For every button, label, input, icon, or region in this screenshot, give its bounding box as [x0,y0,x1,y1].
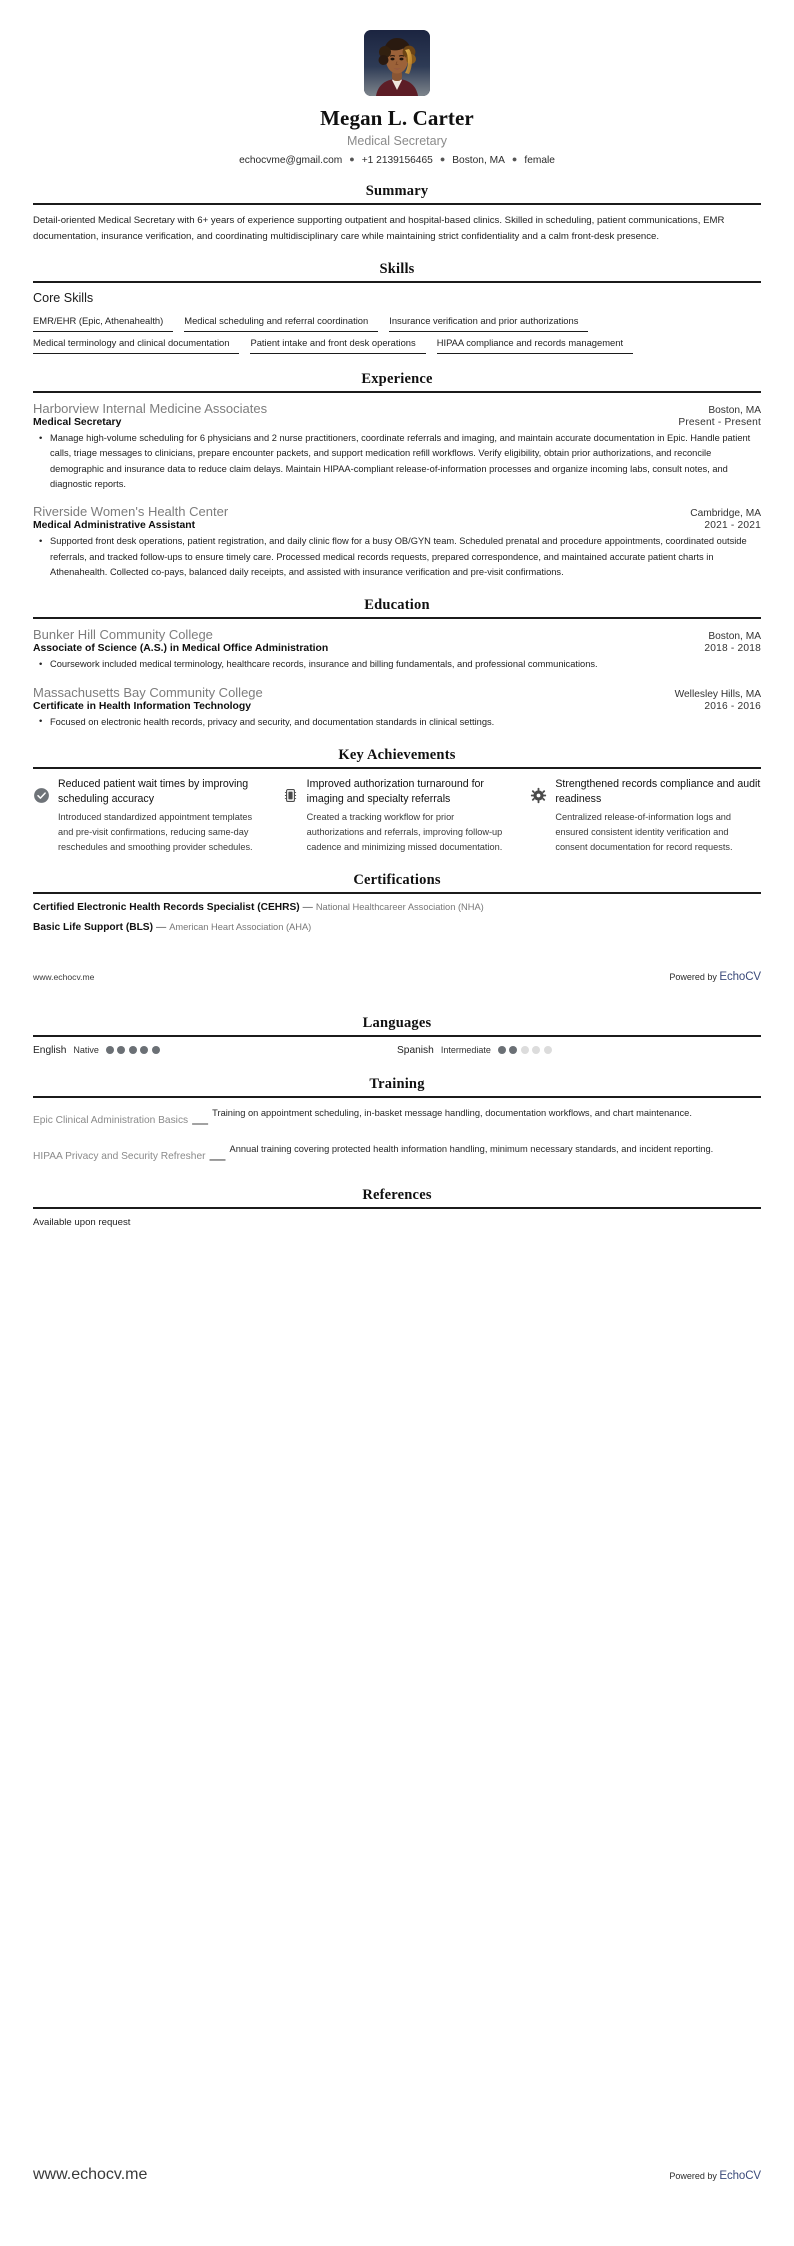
training-name: HIPAA Privacy and Security Refresher [33,1150,206,1162]
section-education [33,597,761,730]
language-item [397,1045,761,1056]
avatar [364,30,430,96]
training-separator: — [209,1150,226,1168]
section-languages [33,1015,761,1056]
certification-row [33,922,761,933]
languages-list [33,1045,761,1056]
achievements-grid [33,777,761,855]
section-summary [33,183,761,244]
skills-group-title: Core Skills [33,291,94,306]
skill-item: Insurance verification and prior authorizations [389,312,588,332]
coursework-item: • Coursework included medical terminology, healthcare records, insurance and billing fundamentals, and professional communications. [44,657,761,672]
job-dates: 2021 - 2021 [704,520,761,532]
employer-location: Cambridge, MA [690,508,761,520]
avatar-wrapper [33,30,761,96]
employer-name: Harborview Internal Medicine Associates [33,401,268,417]
job-title: Medical Secretary [346,134,448,148]
responsibility-item: • Supported front desk operations, patient registration, and daily clinic flow for a busy OB/GYN team. Scheduled prenatal and procedure appointments, coordinated outside referrals, and tracked follow-ups to ensure timely care. Processed medical records requests, prepared correspondence, and maintained accurate patient charts in Athenahealth. Collected co-pays, balanced daily receipts, and assisted with insurance verification and pre-visit confirmations. [44,534,761,580]
education-entry [33,627,761,672]
school-location: Wellesley Hills, MA [674,688,761,700]
page-footer [33,971,761,983]
section-heading-skills: Skills [379,261,415,278]
contact-location: Boston, MA [452,155,505,166]
section-divider [33,767,761,769]
degree-dates: 2018 - 2018 [704,643,761,655]
section-divider [33,617,761,619]
section-divider [33,281,761,283]
section-heading-experience: Experience [361,371,433,388]
skill-item: EMR/EHR (Epic, Athenahealth) [33,312,173,332]
section-divider [33,391,761,393]
training-description: Training on appointment scheduling, in-basket message handling, documentation workflows, and chart maintenance. [212,1107,692,1118]
certification-separator: — [302,901,313,913]
school-name: Massachusetts Bay Community College [33,684,263,700]
training-row [33,1106,761,1133]
footer-url[interactable]: www.echocv.me [33,2166,148,2183]
certification-issuer: National Healthcareer Association (NHA) [315,901,484,912]
document-footer [33,2166,761,2184]
skill-item: HIPAA compliance and records management [437,334,633,354]
language-item [33,1045,397,1056]
achievement-card [530,777,761,855]
certification-name: Certified Electronic Health Records Specialist (CEHRS) [33,901,300,913]
coursework-list [33,715,761,730]
training-name: Epic Clinical Administration Basics [33,1114,189,1126]
contact-line [33,155,761,166]
degree-dates: 2016 - 2016 [704,700,761,712]
rating-dot [521,1046,529,1054]
degree-name: Associate of Science (A.S.) in Medical Office Administration [33,643,329,655]
rating-dot [509,1046,517,1054]
job-dates: Present - Present [678,417,761,429]
language-rating-dots [106,1046,160,1054]
section-heading-key-achievements: Key Achievements [338,747,456,764]
summary-text: Detail-oriented Medical Secretary with 6+ years of experience supporting outpatient and hospital-based clinics. Skilled in scheduling, patient communications, EMR documentation, insurance verification, and coordinating multidisciplinary care while maintaining strict confidentiality and a calm front-desk presence. [33,215,725,242]
footer-powered-prefix: Powered by [669,971,717,982]
section-divider [33,1096,761,1098]
skill-item: Medical scheduling and referral coordination [184,312,378,332]
resume-header [33,0,761,166]
skills-list [33,312,761,354]
job-role: Medical Administrative Assistant [33,520,196,532]
education-entry [33,685,761,730]
gear-icon [530,787,547,804]
skill-item: Patient intake and front desk operations [250,334,425,354]
section-heading-summary: Summary [365,183,429,199]
footer-brand: EchoCV [719,970,761,983]
coursework-item: • Focused on electronic health records, privacy and security, and documentation standards in clinical settings. [44,715,761,730]
page-title: Megan L. Carter [320,106,474,130]
training-row [33,1142,761,1169]
achievement-title: Strengthened records compliance and audit readiness [555,778,761,805]
footer-powered-by [669,971,761,983]
achievement-card [282,777,513,855]
section-heading-references: References [362,1186,432,1203]
experience-entry [33,504,761,580]
responsibility-list [33,534,761,580]
section-divider [33,1207,761,1209]
language-rating-dots [498,1046,552,1054]
rating-dot [152,1046,160,1054]
responsibility-list [33,431,761,492]
language-name: Spanish [397,1044,434,1056]
school-name: Bunker Hill Community College [33,627,213,643]
responsibility-item: • Manage high-volume scheduling for 6 physicians and 2 nurse practitioners, coordinate referrals and imaging, and maintain accurate documentation in Epic. Handle patient calls, triage messages to clinicians, prepare encounter packets, and support medication refill workflows. Verify eligibility, obtain prior authorizations, and reconcile demographic and insurance data to reduce claim delays. Maintain HIPAA-compliant release-of-information processes and organize incoming labs, consult notes, and diagnostic reports. [44,431,761,492]
section-heading-education: Education [364,597,430,614]
training-description: Annual training covering protected health information handling, minimum necessary standards, and incident reporting. [229,1143,714,1154]
bullet-separator-icon: ● [349,154,355,164]
achievement-description: Introduced standardized appointment templates and pre-visit confirmations, reducing same-day reschedules and smoothing provider schedules. [58,812,253,853]
achievement-title: Reduced patient wait times by improving scheduling accuracy [58,778,249,805]
rating-dot [498,1046,506,1054]
skills-row [33,312,761,332]
achievement-description: Created a tracking workflow for prior authorizations and referrals, improving follow-up cadence and minimizing missed documentation. [306,812,503,853]
rating-dot [117,1046,125,1054]
section-heading-languages: Languages [362,1014,432,1031]
check-circle-icon [33,787,50,804]
language-level: Intermediate [440,1045,491,1056]
section-references [33,1187,761,1228]
contact-gender: female [524,155,555,166]
certification-row [33,902,761,913]
bullet-separator-icon: ● [511,154,518,164]
skills-row [33,334,761,354]
school-location: Boston, MA [708,631,761,643]
rating-dot [106,1046,114,1054]
section-divider [33,203,761,205]
footer-powered-prefix: Powered by [669,2171,717,2181]
certification-separator: — [156,921,167,933]
employer-location: Boston, MA [708,405,761,417]
section-skills [33,261,761,354]
rating-dot [544,1046,552,1054]
employer-name: Riverside Women's Health Center [33,504,229,520]
training-separator: — [192,1114,209,1132]
section-divider [33,1035,761,1037]
bullet-separator-icon: ● [439,154,446,164]
section-certifications [33,872,761,933]
job-role: Medical Secretary [33,417,122,429]
achievement-card [33,777,264,855]
skill-item: Medical terminology and clinical documentation [33,334,239,354]
certification-name: Basic Life Support (BLS) [33,921,153,933]
section-key-achievements [33,747,761,855]
coursework-list [33,657,761,672]
rating-dot [140,1046,148,1054]
achievement-title: Improved authorization turnaround for imaging and specialty referrals [306,778,484,805]
footer-powered-by [669,2170,761,2182]
language-level: Native [73,1045,99,1056]
certification-issuer: American Heart Association (AHA) [169,921,312,932]
section-training [33,1076,761,1169]
experience-entry [33,401,761,492]
footer-brand: EchoCV [719,2170,761,2182]
section-divider [33,892,761,894]
achievement-description: Centralized release-of-information logs and ensured consistent identity verification and consent documentation for record requests. [555,812,733,853]
section-heading-certifications: Certifications [353,871,441,888]
language-name: English [33,1044,67,1056]
chip-icon [282,787,299,804]
section-experience [33,371,761,580]
footer-url[interactable]: www.echocv.me [33,971,95,982]
contact-phone[interactable]: +1 2139156465 [361,155,433,166]
degree-name: Certificate in Health Information Technology [33,700,252,712]
rating-dot [532,1046,540,1054]
section-heading-training: Training [369,1075,425,1092]
rating-dot [129,1046,137,1054]
references-text: Available upon request [33,1216,131,1228]
contact-email[interactable]: echocvme@gmail.com [239,155,343,166]
